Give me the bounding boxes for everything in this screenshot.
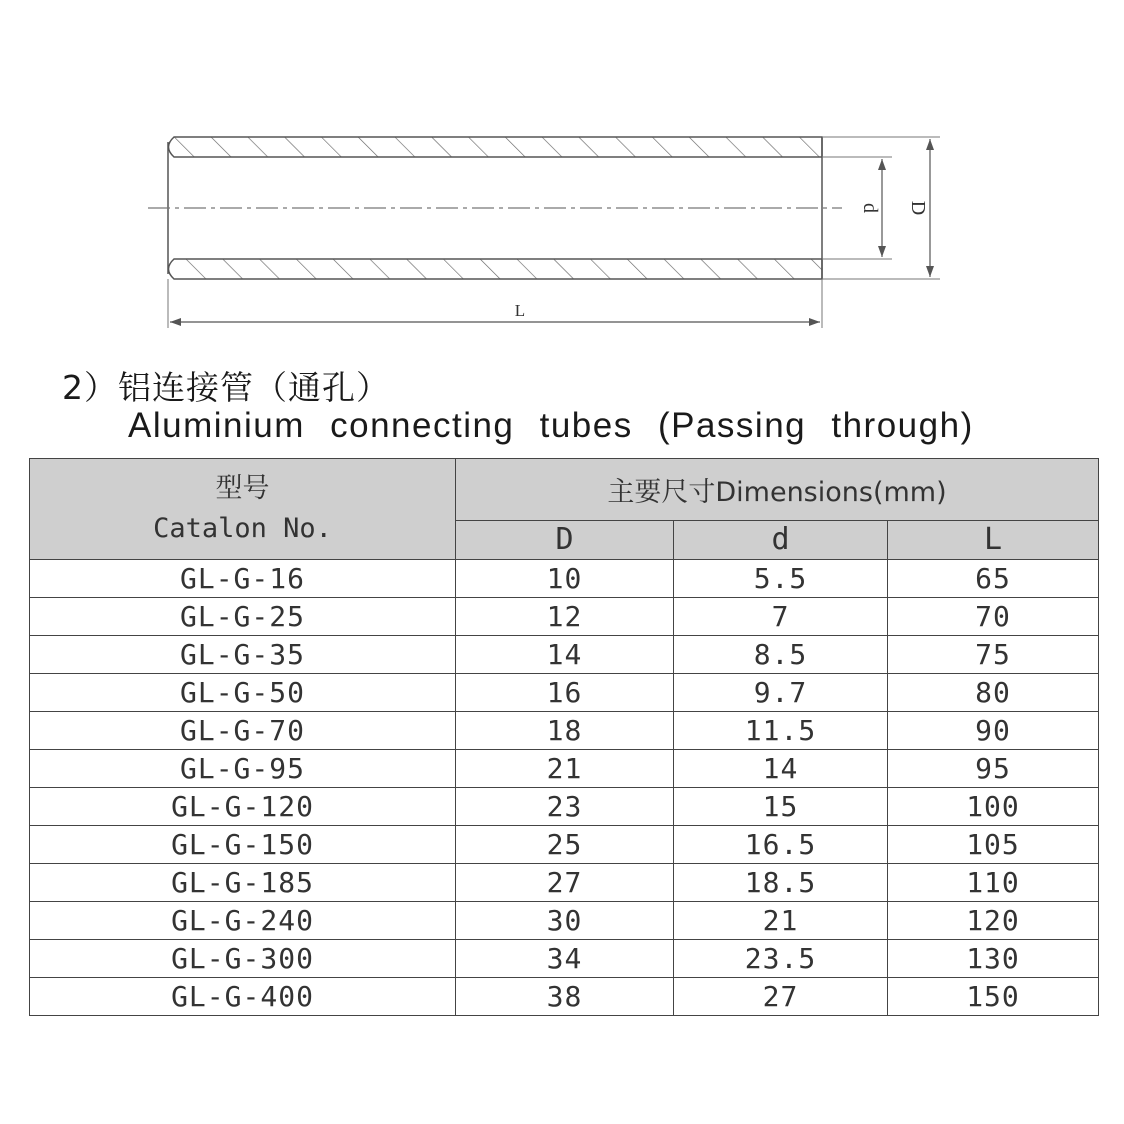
table-row bbox=[30, 712, 1099, 750]
cell-L: 105 bbox=[888, 826, 1099, 864]
tube-top-wall bbox=[169, 137, 823, 157]
cell-D: 25 bbox=[456, 826, 674, 864]
dimensions-table bbox=[29, 458, 1099, 1016]
cell-d: 16.5 bbox=[674, 826, 888, 864]
cell-D: 21 bbox=[456, 750, 674, 788]
table-row bbox=[30, 826, 1099, 864]
table-row bbox=[30, 902, 1099, 940]
cell-L: 100 bbox=[888, 788, 1099, 826]
table-row bbox=[30, 598, 1099, 636]
table-row bbox=[30, 864, 1099, 902]
outer-diameter-dimension bbox=[907, 139, 934, 277]
cell-model: GL-G-300 bbox=[30, 940, 456, 978]
cell-d: 14 bbox=[674, 750, 888, 788]
cell-model: GL-G-240 bbox=[30, 902, 456, 940]
tube-drawing bbox=[0, 0, 1124, 345]
col-header-D: D bbox=[456, 520, 674, 559]
table-row bbox=[30, 788, 1099, 826]
cell-d: 8.5 bbox=[674, 636, 888, 674]
cell-L: 130 bbox=[888, 940, 1099, 978]
cell-D: 27 bbox=[456, 864, 674, 902]
cell-L: 65 bbox=[888, 560, 1099, 598]
length-label: L bbox=[514, 301, 526, 320]
cell-d: 7 bbox=[674, 598, 888, 636]
model-header-en: Catalon No. bbox=[153, 513, 332, 544]
length-dimension bbox=[170, 301, 820, 326]
cell-d: 11.5 bbox=[674, 712, 888, 750]
cell-L: 120 bbox=[888, 902, 1099, 940]
cell-D: 12 bbox=[456, 598, 674, 636]
cell-model: GL-G-35 bbox=[30, 636, 456, 674]
tube-bottom-wall bbox=[169, 259, 823, 279]
cell-D: 30 bbox=[456, 902, 674, 940]
cell-model: GL-G-70 bbox=[30, 712, 456, 750]
cell-D: 10 bbox=[456, 560, 674, 598]
cell-L: 75 bbox=[888, 636, 1099, 674]
cell-d: 21 bbox=[674, 902, 888, 940]
cell-D: 23 bbox=[456, 788, 674, 826]
table-row bbox=[30, 940, 1099, 978]
cell-D: 16 bbox=[456, 674, 674, 712]
cell-d: 27 bbox=[674, 978, 888, 1016]
cell-model: GL-G-16 bbox=[30, 560, 456, 598]
cell-d: 18.5 bbox=[674, 864, 888, 902]
cell-D: 38 bbox=[456, 978, 674, 1016]
dimensions-header: 主要尺寸Dimensions(mm) bbox=[456, 459, 1099, 521]
cell-L: 70 bbox=[888, 598, 1099, 636]
cell-L: 80 bbox=[888, 674, 1099, 712]
cell-model: GL-G-50 bbox=[30, 674, 456, 712]
cell-L: 90 bbox=[888, 712, 1099, 750]
cell-D: 14 bbox=[456, 636, 674, 674]
cell-L: 150 bbox=[888, 978, 1099, 1016]
cell-model: GL-G-95 bbox=[30, 750, 456, 788]
table-row bbox=[30, 978, 1099, 1016]
cell-d: 9.7 bbox=[674, 674, 888, 712]
table-row bbox=[30, 750, 1099, 788]
outer-diameter-label: D bbox=[907, 200, 929, 216]
inner-diameter-label: d bbox=[859, 203, 881, 213]
cell-d: 15 bbox=[674, 788, 888, 826]
cell-model: GL-G-400 bbox=[30, 978, 456, 1016]
inner-diameter-dimension bbox=[859, 159, 886, 257]
col-header-d: d bbox=[674, 520, 888, 559]
table-row bbox=[30, 674, 1099, 712]
cell-model: GL-G-150 bbox=[30, 826, 456, 864]
cell-model: GL-G-25 bbox=[30, 598, 456, 636]
table-row bbox=[30, 636, 1099, 674]
cell-D: 18 bbox=[456, 712, 674, 750]
model-header-cn: 型号 bbox=[215, 473, 270, 504]
cell-model: GL-G-120 bbox=[30, 788, 456, 826]
table-row bbox=[30, 560, 1099, 598]
cell-D: 34 bbox=[456, 940, 674, 978]
cell-d: 23.5 bbox=[674, 940, 888, 978]
cell-L: 95 bbox=[888, 750, 1099, 788]
cell-L: 110 bbox=[888, 864, 1099, 902]
cell-d: 5.5 bbox=[674, 560, 888, 598]
title-english: Aluminium connecting tubes (Passing through) bbox=[128, 406, 974, 445]
cell-model: GL-G-185 bbox=[30, 864, 456, 902]
model-header bbox=[30, 459, 456, 560]
col-header-L: L bbox=[888, 520, 1099, 559]
title-chinese: 2）铝连接管（通孔） bbox=[62, 368, 390, 407]
